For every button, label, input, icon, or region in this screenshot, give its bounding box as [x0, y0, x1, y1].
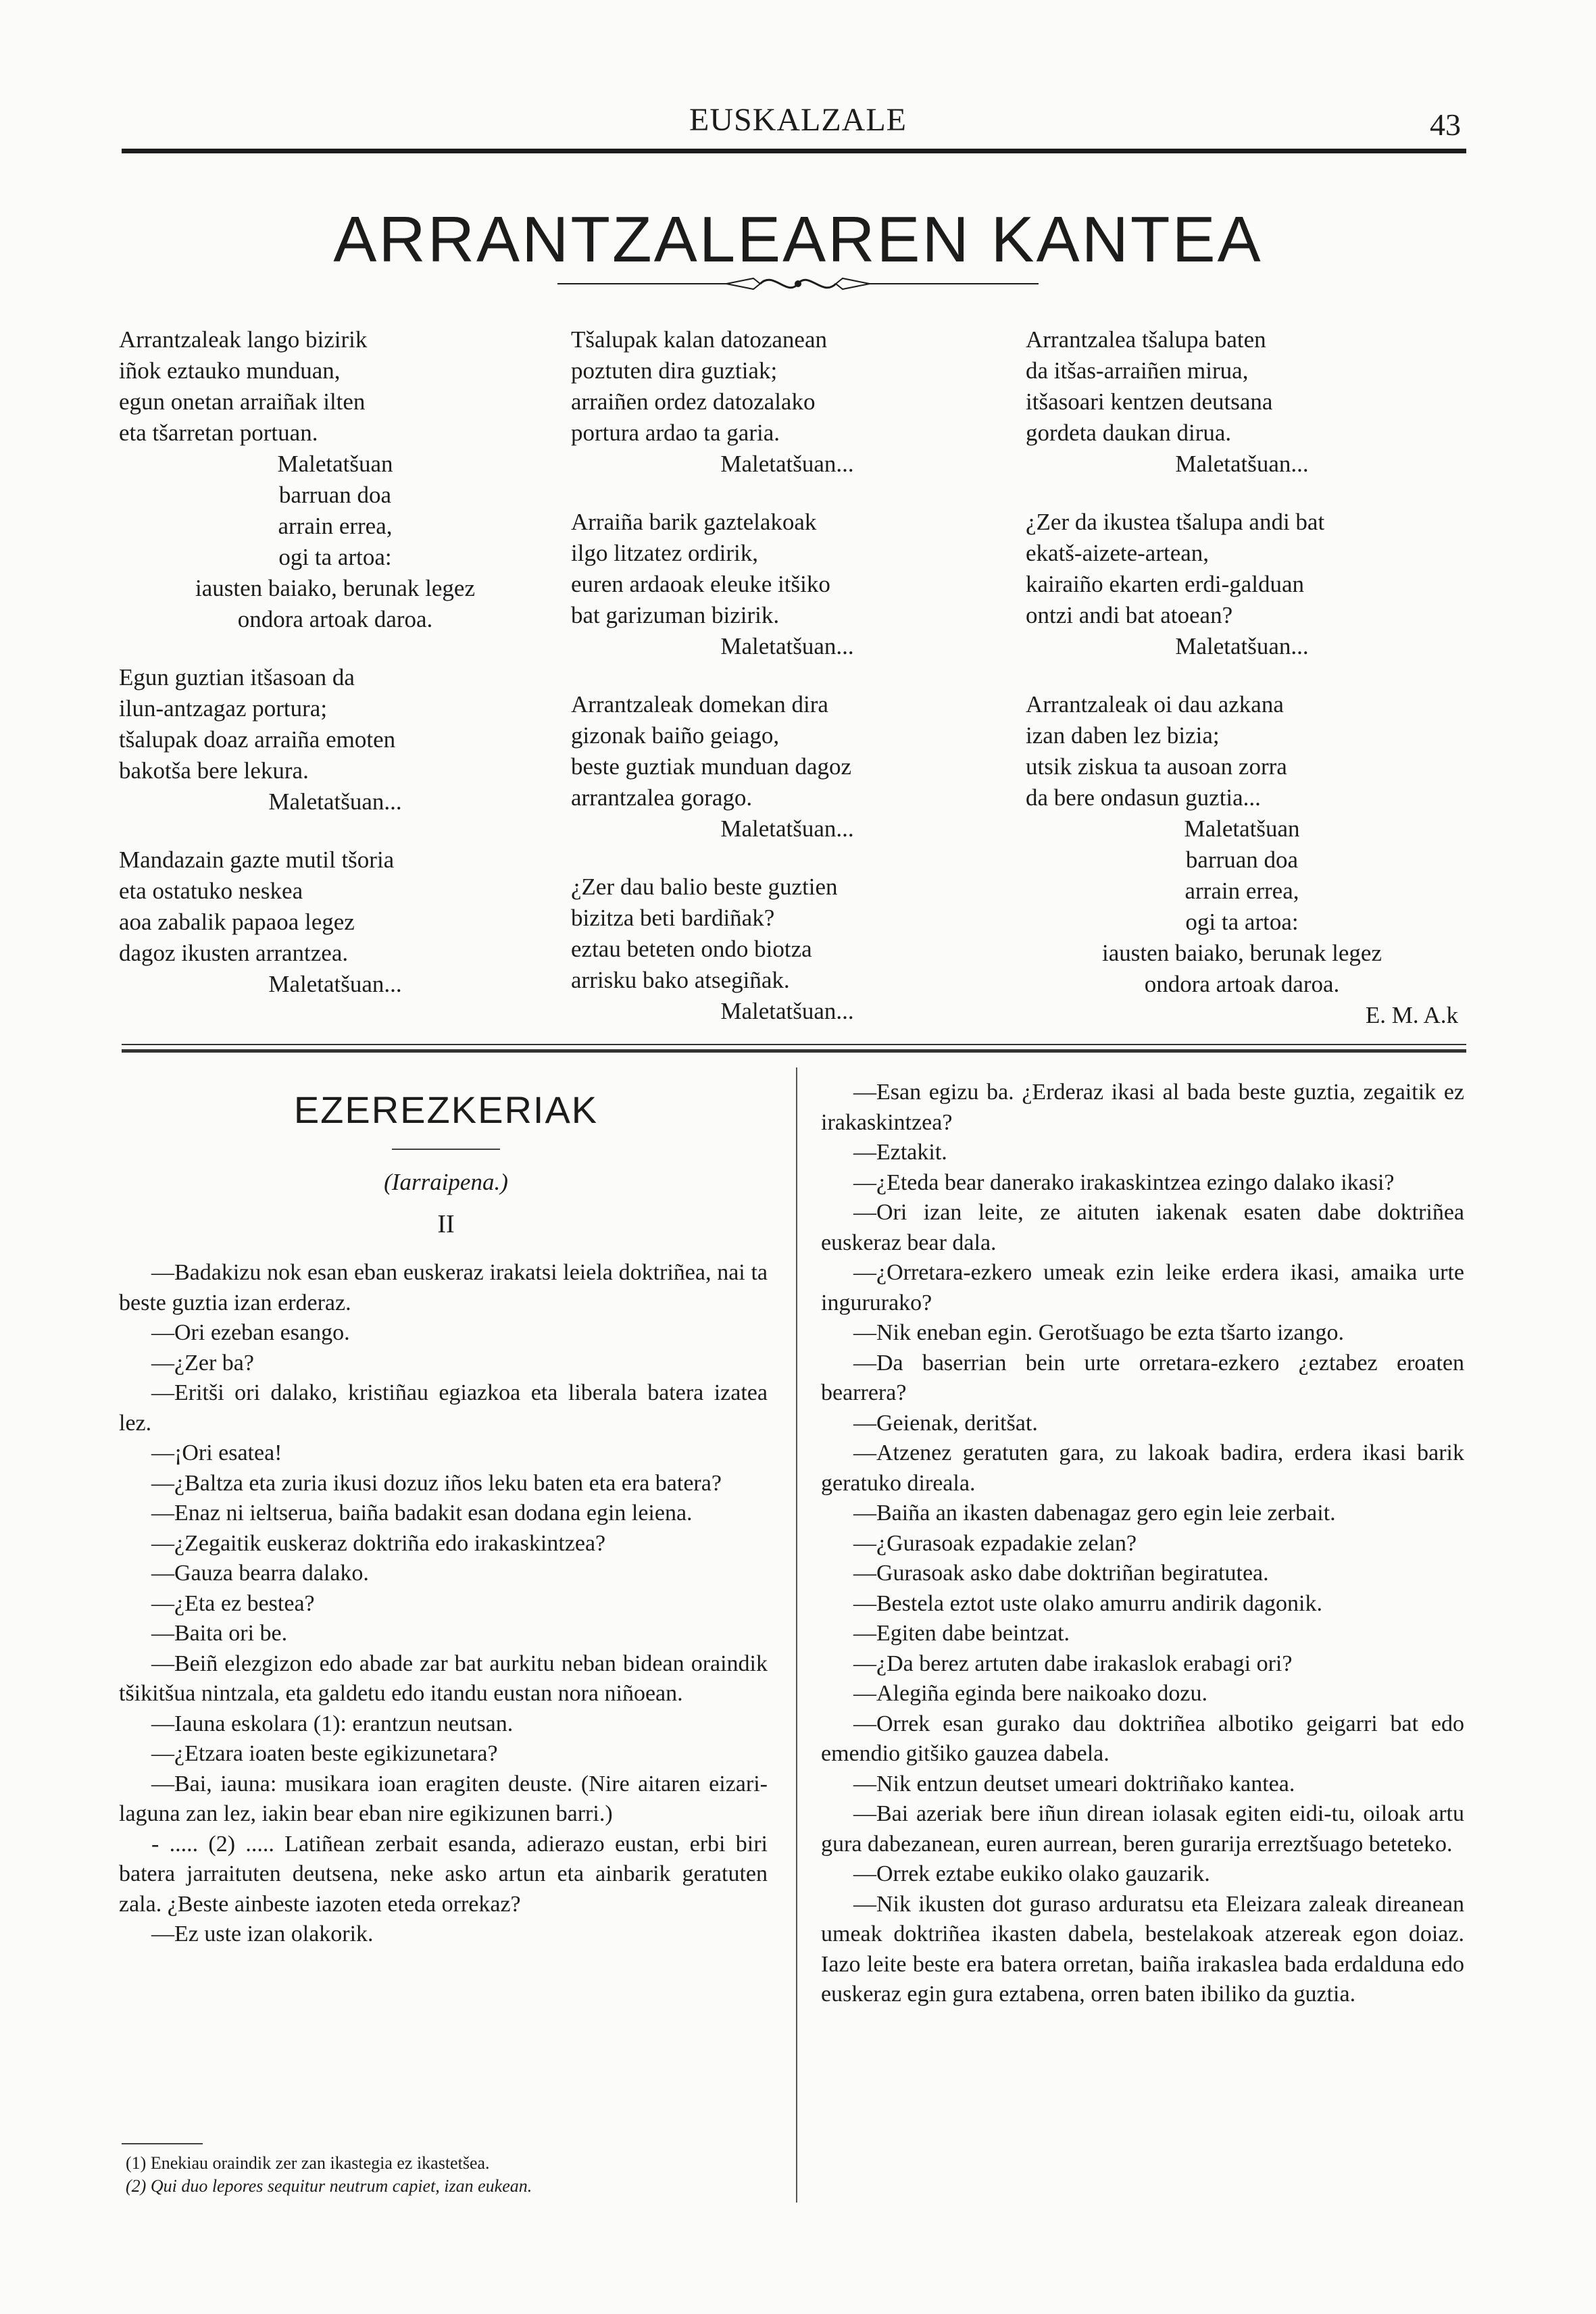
- poem-line: arraiñen ordez datozalako: [571, 388, 816, 415]
- poem-line: arrantzalea gorago.: [571, 784, 753, 811]
- footnote: (1) Enekiau oraindik zer zan ikastegia ez ikastetšea.: [126, 2153, 490, 2173]
- poem-line: bat garizuman bizirik.: [571, 602, 780, 628]
- poem-line: poztuten dira guztiak;: [571, 357, 778, 384]
- dialogue-paragraph: —Baiña an ikasten dabenagaz gero egin leie zerbait.: [853, 1501, 1336, 1526]
- poem-line: portura ardao ta garia.: [571, 420, 780, 446]
- refrain-line: barruan doa: [1185, 847, 1299, 873]
- poem-signature: E. M. A.k: [1365, 1002, 1458, 1028]
- footnotes-rule: [122, 2143, 203, 2144]
- dialogue-paragraph: —Badakizu nok esan eban euskeraz irakatsi leiela doktriñea, nai ta beste guztia izan erderaz.: [119, 1260, 768, 1315]
- dialogue-paragraph: —¿Orretara-ezkero umeak ezin leike erdera ikasi, amaika urte ingururako?: [821, 1260, 1464, 1315]
- dialogue-paragraph: —Ez uste izan olakorik.: [151, 1921, 374, 1946]
- section-subtitle: (Iarraipena.): [384, 1169, 508, 1195]
- refrain-line: arrain errea,: [278, 513, 393, 539]
- poem-column-1: [119, 324, 551, 1027]
- dialogue-paragraph: —¿Gurasoak ezpadakie zelan?: [853, 1530, 1137, 1556]
- refrain-line: arrain errea,: [1184, 878, 1299, 904]
- refrain-line: Maletatšuan...: [1175, 451, 1309, 477]
- poem-line: Tšalupak kalan datozanean: [571, 326, 827, 353]
- dialogue-paragraph: —Baita ori be.: [151, 1621, 288, 1646]
- dialogue-paragraph: —Alegiña eginda bere naikoako dozu.: [853, 1681, 1207, 1706]
- poem-line: egun onetan arraiñak ilten: [119, 388, 366, 415]
- poem-line: ekatš-aizete-artean,: [1026, 540, 1210, 566]
- refrain-line: Maletatšuan: [1184, 815, 1300, 842]
- refrain-line: Maletatšuan...: [720, 633, 854, 659]
- refrain-line: ogi ta artoa:: [278, 544, 392, 570]
- dialogue-paragraph: —¿Zer ba?: [151, 1350, 254, 1376]
- refrain-line: Maletatšuan...: [1175, 633, 1309, 659]
- dialogue-column-left: [119, 1258, 768, 1950]
- poem-line: Arrantzalea tšalupa baten: [1026, 326, 1266, 353]
- poem-line: ondora artoak daroa.: [1144, 971, 1340, 997]
- dialogue-paragraph: —Iauna eskolara (1): erantzun neutsan.: [151, 1711, 514, 1736]
- poem-line: beste guztiak munduan dagoz: [571, 753, 852, 780]
- poem-line: da itšas-arraiñen mirua,: [1026, 357, 1249, 384]
- poem-line: bizitza beti bardiñak?: [571, 905, 775, 931]
- footnotes: [126, 2152, 761, 2198]
- stanza: [571, 872, 1003, 1027]
- dialogue-paragraph: —¿Da berez artuten dabe irakaslok erabagi ori?: [853, 1651, 1293, 1676]
- poem-line: dagoz ikusten arrantzea.: [119, 940, 349, 966]
- ornament-divider: [557, 270, 1039, 297]
- stanza: [119, 324, 551, 635]
- poem-line: da bere ondasun guztia...: [1026, 784, 1261, 811]
- poem-line: utsik ziskua ta ausoan zorra: [1026, 753, 1287, 780]
- dialogue-paragraph: —Orrek esan gurako dau doktriñea albotiko geigarri bat edo emendio gitšiko gauzea dabela.: [821, 1711, 1464, 1766]
- refrain-line: ogi ta artoa:: [1185, 909, 1299, 935]
- dialogue-paragraph: —Nik eneban egin. Gerotšuago be ezta tšarto izango.: [853, 1320, 1345, 1345]
- dialogue-paragraph: —Eztakit.: [853, 1140, 947, 1165]
- dialogue-paragraph: —¿Baltza eta zuria ikusi dozuz iños leku baten eta era batera?: [151, 1470, 722, 1496]
- poem-line: euren ardaoak eleuke itšiko: [571, 571, 830, 597]
- refrain-line: Maletatšuan...: [268, 788, 402, 815]
- stanza: [1026, 689, 1458, 1031]
- dialogue-paragraph: —Enaz ni ieltserua, baiña badakit esan dodana egin leiena.: [151, 1501, 693, 1526]
- dialogue-paragraph: —Eritši ori dalako, kristiñau egiazkoa eta liberala batera izatea lez.: [119, 1380, 768, 1436]
- refrain-line: Maletatšuan...: [720, 998, 854, 1024]
- dialogue-paragraph: —Bai, iauna: musikara ioan eragiten deuste. (Nire aitaren eizari-laguna zan lez, iakin bear eban nire egikizunen barri.): [119, 1771, 768, 1826]
- dialogue-paragraph: —Bestela eztot uste olako amurru andirik dagonik.: [853, 1590, 1322, 1616]
- dialogue-paragraph: —Ori izan leite, ze aituten iakenak esaten dabe doktriñea euskeraz bear dala.: [821, 1200, 1464, 1255]
- dialogue-paragraph: - ..... (2) ..... Latiñean zerbait esanda, adierazo eustan, erbi biri batera jarraituten deutsena, neke asko artun eta ainbarik geratuten zala. ¿Beste ainbeste iazoten eteda orrekaz?: [119, 1831, 768, 1917]
- poem-line: aoa zabalik papaoa legez: [119, 909, 355, 935]
- refrain-line: Maletatšuan...: [720, 815, 854, 842]
- dialogue-paragraph: —¿Zegaitik euskeraz doktriña edo irakaskintzea?: [151, 1530, 606, 1556]
- dialogue-column-right: [821, 1078, 1464, 2010]
- poem-line: ¿Zer da ikustea tšalupa andi bat: [1026, 509, 1325, 535]
- poem-column-3: [1026, 324, 1458, 1058]
- poem-line: tšalupak doaz arraiña emoten: [119, 726, 396, 753]
- stanza: [1026, 324, 1458, 480]
- poem-line: bakotša bere lekura.: [119, 757, 309, 784]
- poem-line: Mandazain gazte mutil tšoria: [119, 847, 395, 873]
- poem-line: izan daben lez bizia;: [1026, 722, 1220, 749]
- poem-line: gizonak baiño geiago,: [571, 722, 780, 749]
- dialogue-paragraph: —¿Eteda bear danerako irakaskintzea ezingo dalako ikasi?: [853, 1169, 1395, 1195]
- dialogue-paragraph: —¡Ori esatea!: [151, 1440, 282, 1465]
- stanza: [119, 845, 551, 1000]
- dialogue-paragraph: —Beiñ elezgizon edo abade zar bat aurkitu neban bidean oraindik tšikitšua nintzala, eta galdetu edo itandu eustan nora niñoean.: [119, 1651, 768, 1706]
- dialogue-paragraph: —Egiten dabe beintzat.: [853, 1621, 1070, 1646]
- dialogue-paragraph: —Atzenez geratuten gara, zu lakoak badira, erdera ikasi barik geratuko direala.: [821, 1440, 1464, 1496]
- poem-line: ¿Zer dau balio beste guztien: [571, 874, 838, 900]
- stanza: [119, 662, 551, 818]
- dialogue-paragraph: —Nik ikusten dot guraso arduratsu eta Eleizara zaleak direanean umeak doktriñea ikasten dabela, bestelakoak atzereak egon doiaz. Iazo leite beste era batera orretan, baiña irakaslea bada erdalduna edo euskeraz egin gura eztabena, orren baten ibiliko da guztia.: [821, 1891, 1464, 2007]
- footnote: (2) Qui duo lepores sequitur neutrum capiet, izan eukean.: [126, 2176, 532, 2196]
- dialogue-paragraph: —Ori ezeban esango.: [151, 1320, 350, 1345]
- dialogue-paragraph: —¿Eta ez bestea?: [151, 1590, 315, 1616]
- dialogue-paragraph: —Bai azeriak bere iñun direan iolasak egiten eidi-tu, oiloak artu gura dabezanean, euren aurrean, beren gurarija erreztšuago beteteko.: [821, 1801, 1464, 1857]
- section-title-rule: [392, 1149, 500, 1150]
- poem-line: Arraiña barik gaztelakoak: [571, 509, 817, 535]
- section-title: EZEREZKERIAK: [293, 1088, 599, 1131]
- poem-line: arrisku bako atsegiñak.: [571, 967, 790, 993]
- poem-line: kairaiño ekarten erdi-galduan: [1026, 571, 1305, 597]
- dialogue-paragraph: —Gauza bearra dalako.: [151, 1561, 369, 1586]
- poem-line: gordeta daukan dirua.: [1026, 420, 1232, 446]
- poem-line: Arrantzaleak oi dau azkana: [1026, 691, 1284, 718]
- poem-line: ilun-antzagaz portura;: [119, 695, 328, 722]
- running-title: EUSKALZALE: [689, 102, 907, 138]
- poem-line: iausten baiako, berunak legez: [1102, 940, 1382, 966]
- dialogue-paragraph: —Gurasoak asko dabe doktriñan begiratutea.: [853, 1561, 1269, 1586]
- poem-title: ARRANTZALEAREN KANTEA: [333, 203, 1263, 276]
- stanza: [571, 507, 1003, 662]
- refrain-line: barruan doa: [278, 482, 392, 508]
- header-rule: [122, 149, 1466, 153]
- poem-line: Arrantzaleak domekan dira: [571, 691, 828, 718]
- refrain-line: Maletatšuan: [277, 451, 393, 477]
- refrain-line: ondora artoak daroa.: [237, 606, 433, 632]
- stanza: [571, 689, 1003, 845]
- poem-line: eztau beteten ondo biotza: [571, 936, 812, 962]
- poem-line: iñok eztauko munduan,: [119, 357, 341, 384]
- dialogue-paragraph: —Da baserrian bein urte orretara-ezkero ¿eztabez eroaten bearrera?: [821, 1350, 1464, 1405]
- section-separator-thick: [122, 1049, 1466, 1053]
- column-divider: [796, 1067, 797, 2203]
- section-numeral: II: [437, 1210, 455, 1238]
- poem-line: ontzi andi bat atoean?: [1026, 602, 1233, 628]
- page-number: 43: [1430, 107, 1461, 142]
- poem-line: Egun guztian itšasoan da: [119, 664, 355, 690]
- stanza: [1026, 507, 1458, 662]
- dialogue-paragraph: —¿Etzara ioaten beste egikizunetara?: [151, 1741, 498, 1766]
- poem-line: eta ostatuko neskea: [119, 878, 303, 904]
- poem-line: eta tšarretan portuan.: [119, 420, 318, 446]
- stanza: [571, 324, 1003, 480]
- dialogue-paragraph: —Geienak, deritšat.: [853, 1410, 1038, 1436]
- refrain-line: Maletatšuan...: [268, 971, 402, 997]
- dialogue-paragraph: —Orrek eztabe eukiko olako gauzarik.: [853, 1861, 1210, 1886]
- poem-line: ilgo litzatez ordirik,: [571, 540, 758, 566]
- dialogue-paragraph: —Nik entzun deutset umeari doktriñako kantea.: [853, 1771, 1295, 1796]
- dialogue-paragraph: —Esan egizu ba. ¿Erderaz ikasi al bada beste guztia, zegaitik ez irakaskintzea?: [821, 1080, 1464, 1135]
- section-separator-thin: [122, 1044, 1466, 1045]
- poem-column-2: [571, 324, 1003, 1054]
- refrain-line: Maletatšuan...: [720, 451, 854, 477]
- poem-line: itšasoari kentzen deutsana: [1026, 388, 1273, 415]
- poem-line: Arrantzaleak lango bizirik: [119, 326, 368, 353]
- refrain-line: iausten baiako, berunak legez: [195, 575, 475, 601]
